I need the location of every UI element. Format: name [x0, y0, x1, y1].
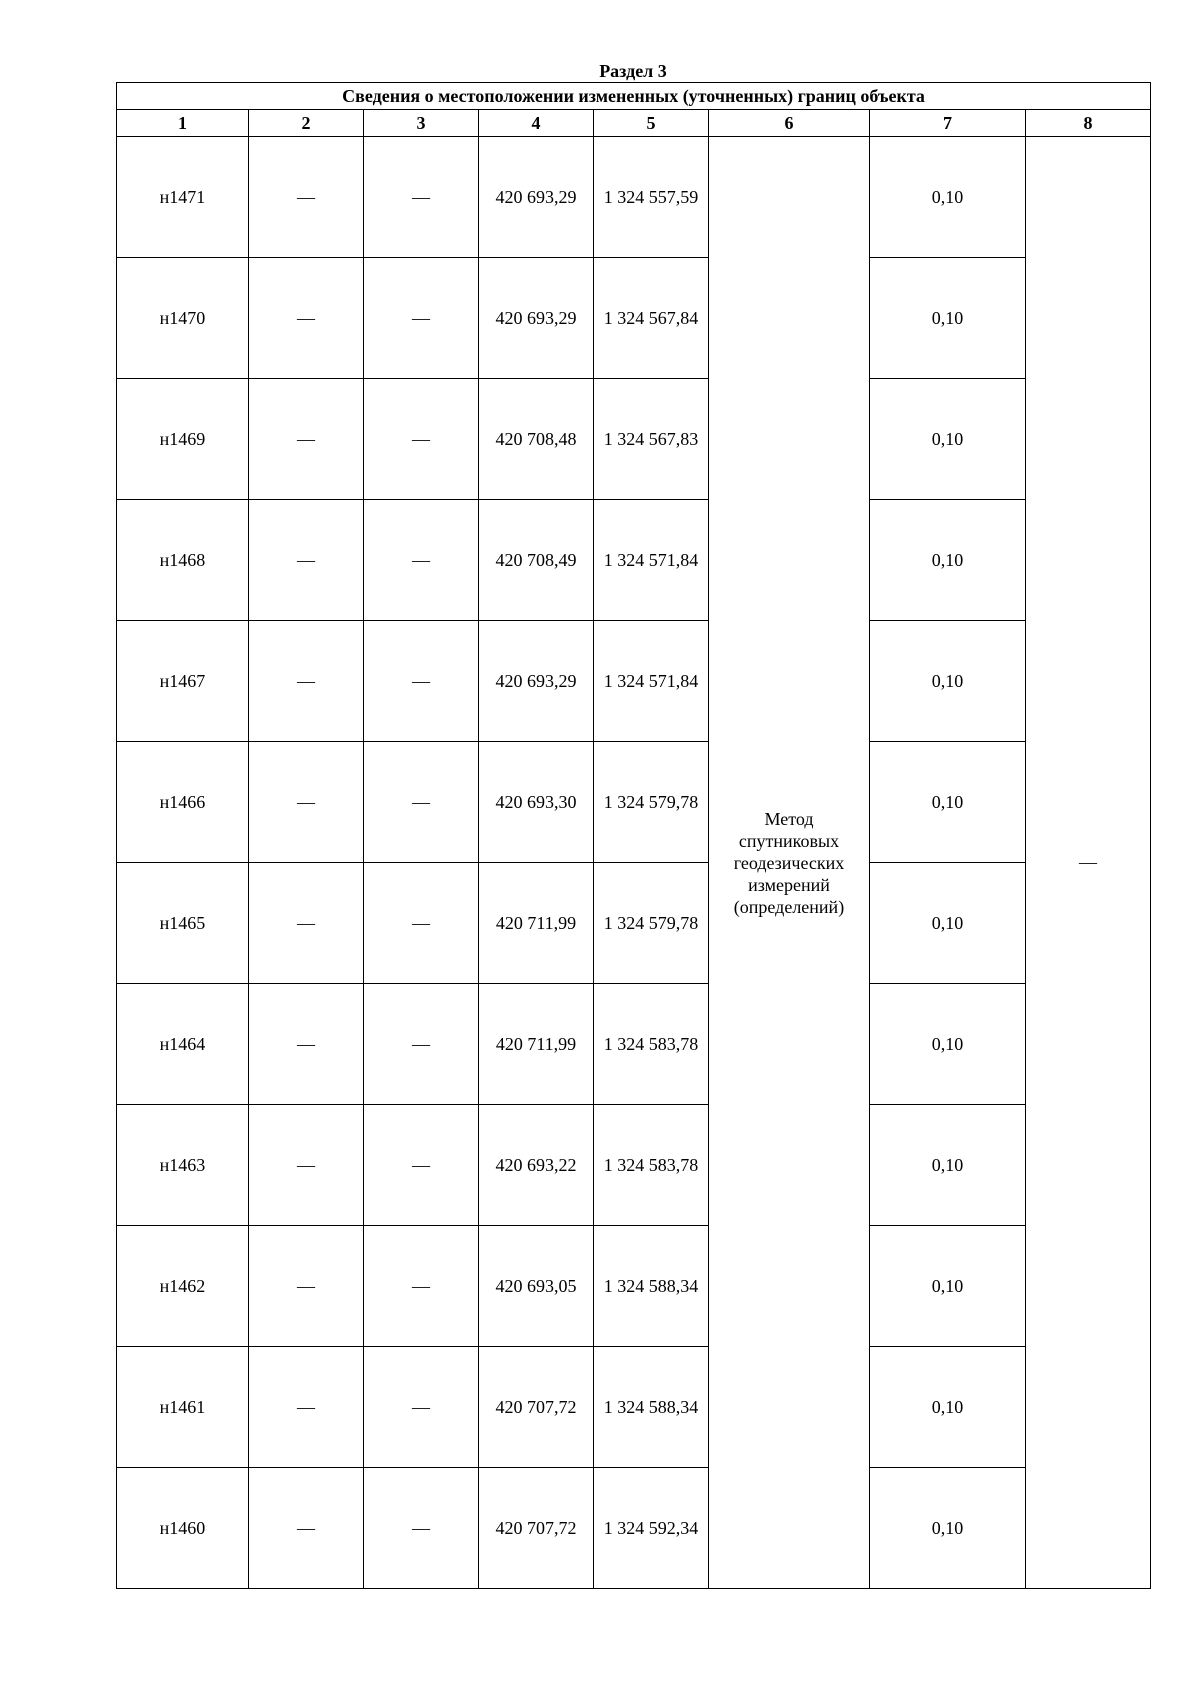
column-2-cell: —	[249, 1347, 364, 1468]
y-coordinate-cell: 1 324 567,84	[594, 258, 709, 379]
boundary-coordinates-table	[116, 82, 1151, 1589]
point-name-cell: н1461	[117, 1347, 249, 1468]
table-row	[117, 863, 1151, 984]
precision-cell: 0,10	[870, 379, 1026, 500]
y-coordinate-cell: 1 324 571,84	[594, 500, 709, 621]
y-coordinate-cell: 1 324 588,34	[594, 1226, 709, 1347]
column-3-cell: —	[364, 621, 479, 742]
x-coordinate-cell: 420 707,72	[479, 1468, 594, 1589]
x-coordinate-cell: 420 711,99	[479, 863, 594, 984]
point-name-cell: н1464	[117, 984, 249, 1105]
column-2-cell: —	[249, 742, 364, 863]
column-2-cell: —	[249, 137, 364, 258]
column-2-cell: —	[249, 258, 364, 379]
column-number-2: 2	[249, 110, 364, 137]
x-coordinate-cell: 420 693,30	[479, 742, 594, 863]
point-name-cell: н1460	[117, 1468, 249, 1589]
x-coordinate-cell: 420 693,29	[479, 621, 594, 742]
method-text-line: Метод	[764, 808, 814, 829]
precision-cell: 0,10	[870, 984, 1026, 1105]
column-2-cell: —	[249, 984, 364, 1105]
x-coordinate-cell: 420 708,48	[479, 379, 594, 500]
column-number-4: 4	[479, 110, 594, 137]
y-coordinate-cell: 1 324 579,78	[594, 863, 709, 984]
precision-cell: 0,10	[870, 258, 1026, 379]
x-coordinate-cell: 420 707,72	[479, 1347, 594, 1468]
column-number-row	[117, 110, 1151, 137]
precision-cell: 0,10	[870, 1468, 1026, 1589]
y-coordinate-cell: 1 324 592,34	[594, 1468, 709, 1589]
method-text-line: измерений	[748, 874, 830, 895]
column-3-cell: —	[364, 1347, 479, 1468]
column-2-cell: —	[249, 500, 364, 621]
table-row	[117, 1347, 1151, 1468]
point-name-cell: н1468	[117, 500, 249, 621]
column-2-cell: —	[249, 621, 364, 742]
method-cell	[709, 137, 870, 1589]
y-coordinate-cell: 1 324 557,59	[594, 137, 709, 258]
table-row	[117, 621, 1151, 742]
column-3-cell: —	[364, 137, 479, 258]
precision-cell: 0,10	[870, 742, 1026, 863]
precision-cell: 0,10	[870, 621, 1026, 742]
point-name-cell: н1469	[117, 379, 249, 500]
column-3-cell: —	[364, 1468, 479, 1589]
column-3-cell: —	[364, 863, 479, 984]
table-row	[117, 742, 1151, 863]
column-2-cell: —	[249, 1226, 364, 1347]
table-row	[117, 1226, 1151, 1347]
table-row	[117, 1468, 1151, 1589]
table-row	[117, 137, 1151, 258]
column-3-cell: —	[364, 1226, 479, 1347]
column-3-cell: —	[364, 742, 479, 863]
point-name-cell: н1465	[117, 863, 249, 984]
x-coordinate-cell: 420 693,05	[479, 1226, 594, 1347]
y-coordinate-cell: 1 324 583,78	[594, 984, 709, 1105]
column-2-cell: —	[249, 1105, 364, 1226]
x-coordinate-cell: 420 708,49	[479, 500, 594, 621]
column-2-cell: —	[249, 379, 364, 500]
x-coordinate-cell: 420 711,99	[479, 984, 594, 1105]
y-coordinate-cell: 1 324 583,78	[594, 1105, 709, 1226]
column-3-cell: —	[364, 1105, 479, 1226]
column-3-cell: —	[364, 984, 479, 1105]
y-coordinate-cell: 1 324 571,84	[594, 621, 709, 742]
point-name-cell: н1467	[117, 621, 249, 742]
column-2-cell: —	[249, 1468, 364, 1589]
precision-cell: 0,10	[870, 1226, 1026, 1347]
column-3-cell: —	[364, 258, 479, 379]
point-name-cell: н1463	[117, 1105, 249, 1226]
column-3-cell: —	[364, 379, 479, 500]
point-name-cell: н1462	[117, 1226, 249, 1347]
precision-cell: 0,10	[870, 1347, 1026, 1468]
y-coordinate-cell: 1 324 579,78	[594, 742, 709, 863]
x-coordinate-cell: 420 693,22	[479, 1105, 594, 1226]
column-8-cell: —	[1026, 137, 1151, 1589]
x-coordinate-cell: 420 693,29	[479, 258, 594, 379]
method-text-line: (определений)	[733, 896, 845, 917]
method-text-line: геодезических	[733, 852, 845, 873]
column-number-3: 3	[364, 110, 479, 137]
table-caption: Сведения о местоположении измененных (уточненных) границ объекта	[117, 83, 1151, 110]
y-coordinate-cell: 1 324 588,34	[594, 1347, 709, 1468]
column-number-5: 5	[594, 110, 709, 137]
point-name-cell: н1470	[117, 258, 249, 379]
y-coordinate-cell: 1 324 567,83	[594, 379, 709, 500]
table-row	[117, 500, 1151, 621]
table-row	[117, 1105, 1151, 1226]
precision-cell: 0,10	[870, 1105, 1026, 1226]
column-number-6: 6	[709, 110, 870, 137]
table-row	[117, 379, 1151, 500]
column-2-cell: —	[249, 863, 364, 984]
section-title: Раздел 3	[599, 61, 667, 81]
table-row	[117, 984, 1151, 1105]
column-number-1: 1	[117, 110, 249, 137]
precision-cell: 0,10	[870, 500, 1026, 621]
method-text-line: спутниковых	[738, 830, 840, 851]
x-coordinate-cell: 420 693,29	[479, 137, 594, 258]
precision-cell: 0,10	[870, 137, 1026, 258]
column-number-7: 7	[870, 110, 1026, 137]
point-name-cell: н1471	[117, 137, 249, 258]
table-row	[117, 258, 1151, 379]
column-number-8: 8	[1026, 110, 1151, 137]
point-name-cell: н1466	[117, 742, 249, 863]
column-3-cell: —	[364, 500, 479, 621]
precision-cell: 0,10	[870, 863, 1026, 984]
